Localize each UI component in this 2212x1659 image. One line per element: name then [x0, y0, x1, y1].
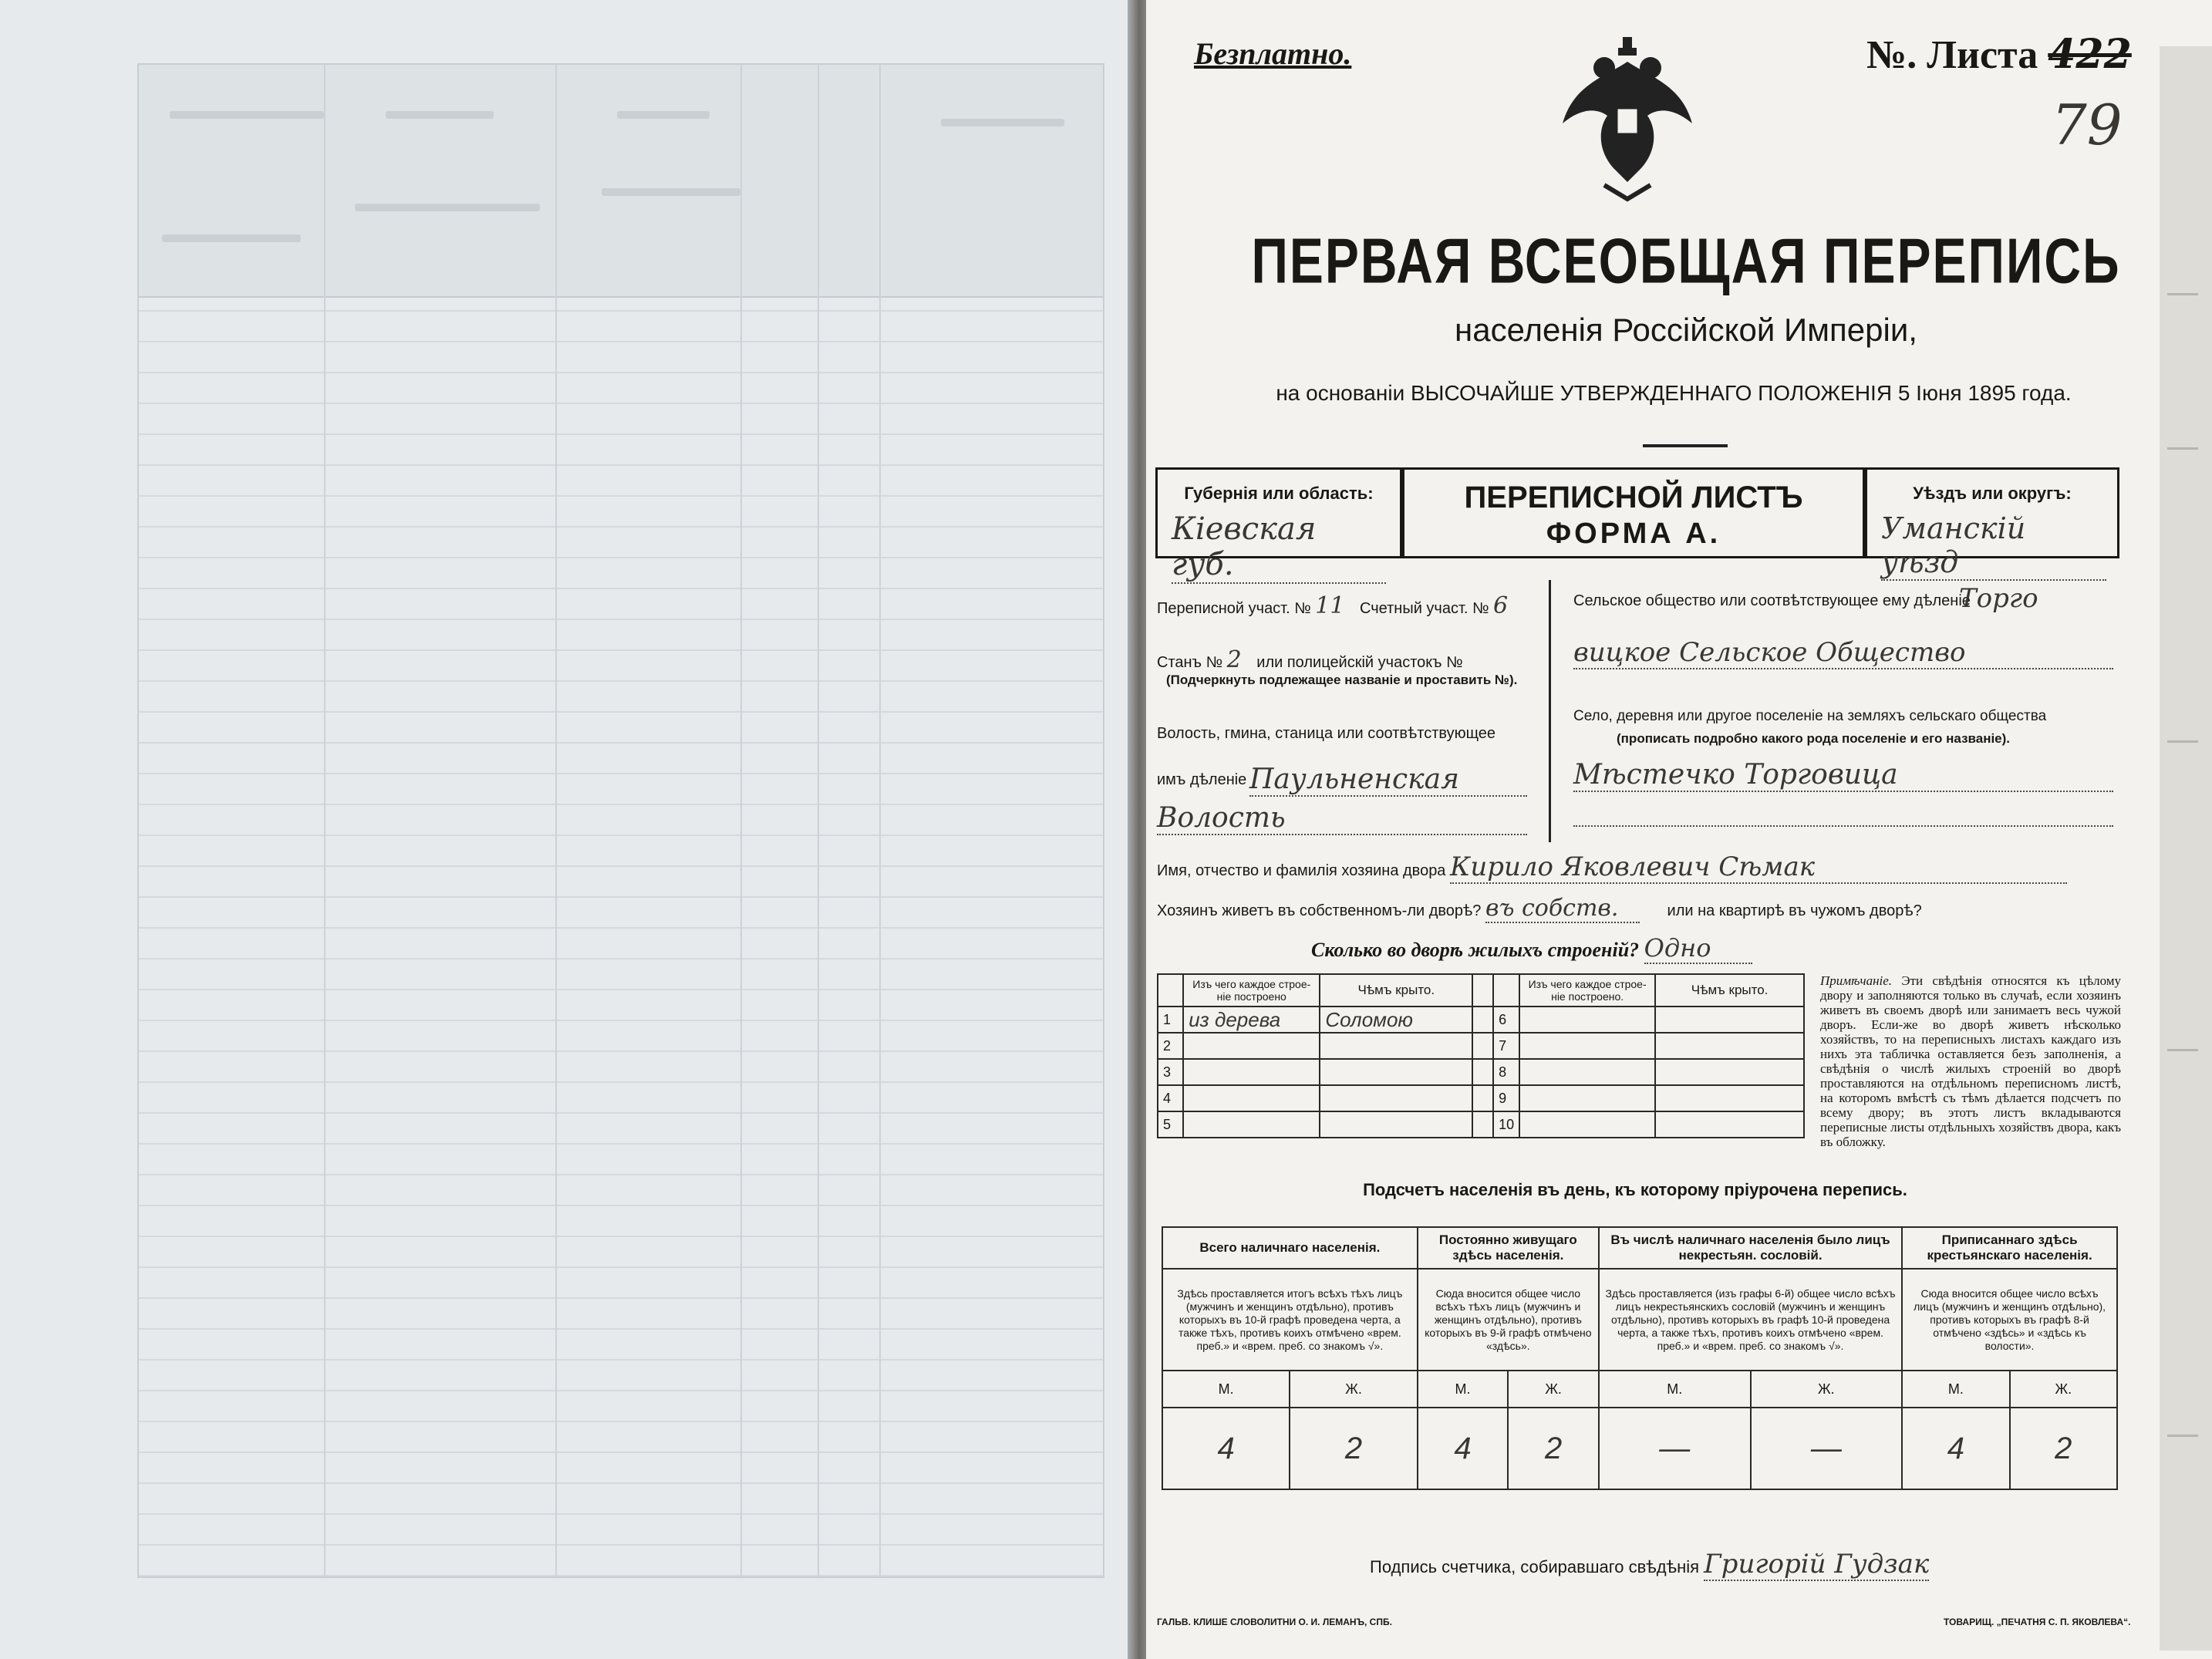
buildings-col-roof: Чѣмъ крыто.	[1320, 974, 1472, 1007]
buildings-row: 3 8	[1158, 1059, 1804, 1085]
population-title: Подсчетъ населенія въ день, къ которому пріурочена перепись.	[1363, 1180, 1907, 1199]
pop-col-desc: Здѣсь проставляется итогъ всѣхъ тѣхъ лицъ (мужчинъ и женщинъ отдѣльно), противъ которыхъ въ 10-й графѣ проведена черта, а также тѣхъ, противъ коихъ отмѣчено «врем. преб.» и «врем. преб. со знакомъ √».	[1162, 1269, 1418, 1371]
pop-value: 4	[1162, 1408, 1290, 1489]
pop-col-head: Всего наличнаго населенія.	[1162, 1227, 1418, 1269]
volost-label-1: Волость, гмина, станица или соотвѣтствующее	[1157, 725, 1496, 742]
left-ruled-grid	[137, 63, 1104, 1578]
sheet-number-struck: 422	[2048, 31, 2132, 78]
village-value: Мѣстечко Торговица	[1573, 759, 2113, 792]
pop-col-desc: Здѣсь проставляется (изъ графы 6-й) общее число всѣхъ лицъ некрестьянскихъ сословій (мужчинъ и женщинъ отдѣльно), противъ которыхъ въ графѣ 10-й проведена черта, а также тѣхъ, противъ коихъ отмѣчено «врем. преб.» и «врем. преб. со знакомъ √».	[1599, 1269, 1902, 1371]
district-value: Уманскій уѣзд	[1881, 511, 2106, 581]
pop-f-label: Ж.	[1290, 1371, 1417, 1408]
pop-col-desc: Сюда вносится общее число всѣхъ лицъ (мужчинъ и женщинъ отдѣльно), противъ которыхъ въ графѣ 8-й отмѣчено «здѣсь» и «здѣсь къ волости».	[1902, 1269, 2117, 1371]
form-subtitle: населенія Россійской Имперіи,	[1455, 312, 1917, 348]
owner-lives-field	[1157, 895, 2113, 923]
sheet-number-label: №. Листа	[1866, 33, 2038, 77]
owner-lives-label: Хозяинъ живетъ въ собственномъ-ли дворѣ?	[1157, 902, 1482, 919]
next-page-edge	[2160, 46, 2212, 1651]
sheet-number-handwritten: 79	[2052, 93, 2123, 157]
pop-f-label: Ж.	[1751, 1371, 1903, 1408]
stan-value: 2	[1226, 646, 1242, 673]
pop-value: 2	[1290, 1408, 1417, 1489]
buildings-row: 1 из дерева Соломою 6	[1158, 1007, 1804, 1033]
province-value: Кіевская губ.	[1172, 511, 1386, 584]
buildings-col-material-2: Изъ чего каждое строе-ніе построено.	[1519, 974, 1655, 1007]
province-box	[1155, 467, 1402, 582]
stan-field	[1157, 646, 1527, 673]
signature-label: Подпись счетчика, собиравшаго свѣдѣнія	[1370, 1557, 1700, 1576]
buildings-note	[1820, 973, 2121, 1149]
signature-field	[1370, 1549, 1929, 1581]
pop-col-head: Въ числѣ наличнаго населенія было лицъ некрестьян. сословій.	[1599, 1227, 1902, 1269]
imperial-eagle-emblem	[1558, 31, 1697, 208]
signature-value: Григорій Гудзак	[1704, 1549, 1930, 1580]
owner-name-label: Имя, отчество и фамилія хозяина двора	[1157, 862, 1446, 879]
pop-value: —	[1751, 1408, 1903, 1489]
society-label: Сельское общество или соотвѣтствующее ему дѣленіе	[1573, 592, 1971, 609]
district-label: Уѣздъ или округъ:	[1913, 484, 2072, 503]
buildings-row: 5 10	[1158, 1111, 1804, 1138]
form-title-box	[1402, 467, 1865, 558]
volost-value-2: Волость	[1157, 802, 1527, 835]
owner-name-value: Кирило Яковлевич Сѣмак	[1450, 851, 2067, 884]
police-label: или полицейскій участокъ №	[1256, 654, 1463, 671]
pop-m-label: М.	[1902, 1371, 2009, 1408]
volost-label-2: имъ дѣленіе	[1157, 771, 1247, 788]
pop-m-label: М.	[1162, 1371, 1290, 1408]
volost-value-1: Паульненская	[1249, 764, 1527, 797]
buildings-col-roof-2: Чѣмъ крыто.	[1655, 974, 1804, 1007]
owner-buildings-field	[1311, 933, 1752, 964]
village-extra-line	[1573, 818, 2113, 827]
owner-lives-value: въ собств.	[1485, 895, 1640, 923]
form-title-line-2: ФОРМА А.	[1546, 518, 1721, 550]
buildings-row: 4 9	[1158, 1085, 1804, 1111]
sheet-number	[1866, 31, 2132, 78]
pop-value: 2	[1508, 1408, 1599, 1489]
pop-m-label: М.	[1599, 1371, 1751, 1408]
count-area-value: 6	[1493, 592, 1509, 619]
pop-f-label: Ж.	[1508, 1371, 1599, 1408]
pop-m-label: М.	[1418, 1371, 1509, 1408]
population-table	[1162, 1226, 2118, 1490]
census-area-field	[1157, 592, 1527, 619]
form-basis-line: на основаніи ВЫСОЧАЙШЕ УТВЕРЖДЕННАГО ПОЛОЖЕНІЯ 5 Іюня 1895 года.	[1276, 381, 2072, 405]
pop-value: 4	[1902, 1408, 2009, 1489]
owner-name-field	[1157, 851, 2113, 884]
buildings-row: 2 7	[1158, 1033, 1804, 1059]
stan-label: Станъ №	[1157, 654, 1223, 671]
police-note: (Подчеркнуть подлежащее названіе и проставить №).	[1166, 673, 1518, 687]
village-note: (прописать подробно какого рода поселеніе и его названіе).	[1617, 731, 2011, 746]
owner-rent-label: или на квартирѣ въ чужомъ дворѣ?	[1667, 902, 1922, 919]
census-area-value: 11	[1315, 592, 1345, 619]
footer-printer-right: ТОВАРИЩ. „ПЕЧАТНЯ С. П. ЯКОВЛЕВА“.	[1944, 1617, 2131, 1627]
district-box	[1865, 467, 2119, 579]
form-title-line-1: ПЕРЕПИСНОЙ ЛИСТЪ	[1464, 481, 1803, 514]
pop-col-head: Постоянно живущаго здѣсь населенія.	[1418, 1227, 1599, 1269]
society-value-1: Торго	[1959, 583, 2038, 614]
footer-printer-left: ГАЛЬВ. КЛИШЕ СЛОВОЛИТНИ О. И. ЛЕМАНЪ, СПБ.	[1157, 1617, 1392, 1627]
pop-col-desc: Сюда вносится общее число всѣхъ тѣхъ лицъ (мужчинъ и женщинъ отдѣльно), противъ которыхъ въ 9-й графѣ отмѣчено «здѣсь».	[1418, 1269, 1599, 1371]
buildings-table	[1157, 973, 1805, 1138]
buildings-note-text: Эти свѣдѣнія относятся къ цѣлому двору и заполняются только въ случаѣ, если хозяинъ живетъ въ своемъ дворѣ или занимаетъ весь чужой дворъ. Если-же во дворѣ живетъ нѣсколько хозяйствъ, то на переписныхъ листахъ каждаго изъ нихъ эта табличка оставляется безъ заполненія, а свѣдѣнія о числѣ жилыхъ строеній во дворѣ проставляются на отдѣльномъ переписномъ листѣ, на которомъ вмѣстѣ съ тѣмъ дѣлается подсчетъ по всему двору; въ этотъ листъ вкладываются переписные листы отдѣльныхъ хозяйствъ двора, какъ въ обложку.	[1820, 973, 2122, 1149]
society-value-2: вицкое Сельское Общество	[1573, 637, 2113, 669]
pop-col-head: Приписаннаго здѣсь крестьянскаго населенія.	[1902, 1227, 2117, 1269]
buildings-col-material: Изъ чего каждое строе-ніе построено	[1183, 974, 1320, 1007]
pop-value: —	[1599, 1408, 1751, 1489]
owner-buildings-value: Одно	[1644, 933, 1752, 964]
free-label: Безплатно.	[1194, 36, 1352, 71]
pop-value: 4	[1418, 1408, 1509, 1489]
form-main-title: ПЕРВАЯ ВСЕОБЩАЯ ПЕРЕПИСЬ	[1251, 224, 2121, 296]
count-area-label: Счетный участ. №	[1360, 600, 1489, 617]
field-divider	[1549, 580, 1551, 842]
census-area-label: Переписной участ. №	[1157, 600, 1311, 617]
pop-value: 2	[2010, 1408, 2117, 1489]
buildings-note-title: Примѣчаніе.	[1820, 973, 1893, 988]
owner-buildings-label: Сколько во дворѣ жилыхъ строеній?	[1311, 939, 1640, 961]
left-faded-header	[139, 65, 1103, 298]
pop-f-label: Ж.	[2010, 1371, 2117, 1408]
province-label: Губернія или область:	[1184, 484, 1374, 503]
ornament-divider	[1643, 444, 1728, 447]
village-label: Село, деревня или другое поселеніе на земляхъ сельскаго общества	[1573, 708, 2047, 724]
